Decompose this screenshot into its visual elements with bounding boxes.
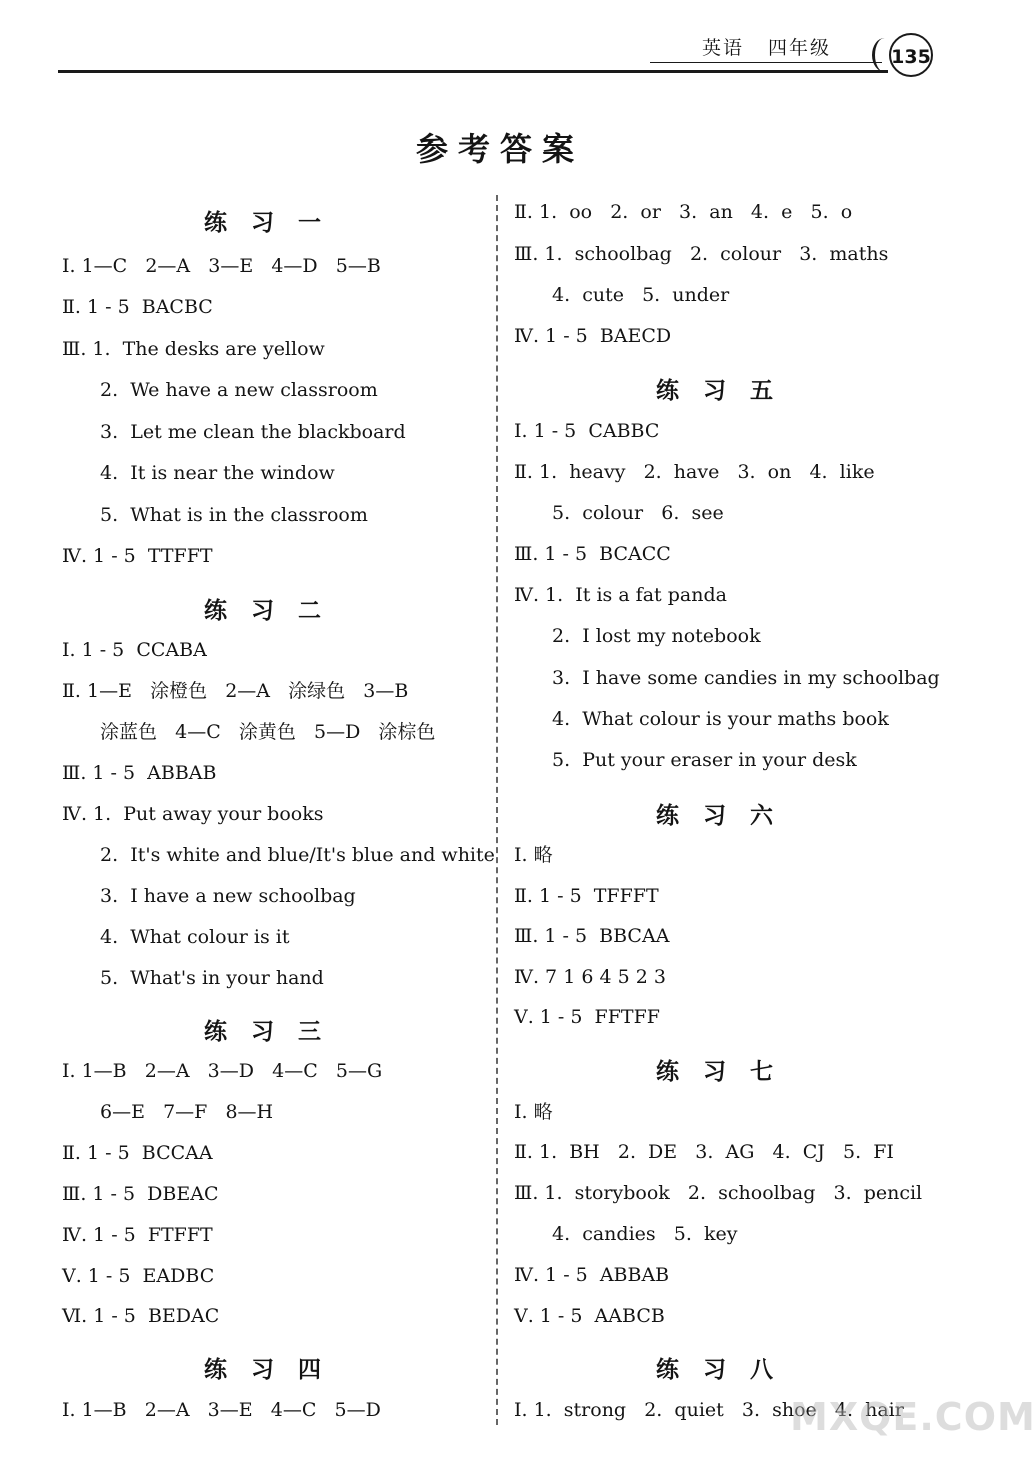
- answer-line: Ⅳ. 1 - 5 TTFFT: [62, 545, 213, 567]
- answer-line: Ⅳ. 1 - 5 ABBAB: [514, 1264, 670, 1286]
- section-heading: 练习三: [204, 1018, 345, 1045]
- answer-line: Ⅳ. 1. Put away your books: [62, 803, 324, 825]
- section-heading: 练习八: [656, 1356, 797, 1383]
- section-heading: 练习一: [204, 209, 345, 236]
- answer-line: 3. I have a new schoolbag: [100, 885, 356, 907]
- answer-line: 5. What's in your hand: [100, 967, 324, 989]
- answer-line: Ⅲ. 1 - 5 DBEAC: [62, 1183, 219, 1205]
- answer-line: 3. Let me clean the blackboard: [100, 421, 406, 443]
- section-heading: 练习七: [656, 1058, 797, 1085]
- answer-line: 4. What colour is your maths book: [552, 708, 889, 730]
- answer-line: 5. What is in the classroom: [100, 504, 368, 526]
- answer-line: Ⅱ. 1—E 涂橙色 2—A 涂绿色 3—B: [62, 680, 409, 702]
- answer-line: Ⅳ. 1 - 5 FTFFT: [62, 1224, 213, 1246]
- section-heading: 练习四: [204, 1356, 345, 1383]
- header-thin-rule: [650, 62, 882, 63]
- answer-line: Ⅲ. 1. The desks are yellow: [62, 338, 325, 360]
- answer-line: 4. cute 5. under: [552, 284, 730, 306]
- section-heading: 练习六: [656, 802, 797, 829]
- answer-line: Ⅲ. 1 - 5 BCACC: [514, 543, 671, 565]
- page-header: [0, 0, 1000, 90]
- watermark: MXQE.COM: [790, 1395, 1036, 1439]
- section-heading: 练习二: [204, 597, 345, 624]
- answer-line: Ⅴ. 1 - 5 AABCB: [514, 1305, 665, 1327]
- answer-line: Ⅰ. 1. strong 2. quiet 3. shoe 4. hair: [514, 1399, 904, 1421]
- answer-line: Ⅰ. 1 - 5 CABBC: [514, 420, 660, 442]
- answer-line: Ⅰ. 1 - 5 CCABA: [62, 639, 207, 661]
- answer-line: Ⅴ. 1 - 5 EADBC: [62, 1265, 215, 1287]
- answer-line: Ⅳ. 1 - 5 BAECD: [514, 325, 672, 347]
- answer-line: Ⅲ. 1 - 5 BBCAA: [514, 925, 670, 947]
- answer-line: 4. It is near the window: [100, 462, 335, 484]
- answer-line: 4. candies 5. key: [552, 1223, 738, 1245]
- answer-line: Ⅳ. 7 1 6 4 5 2 3: [514, 966, 666, 988]
- answer-line: 2. We have a new classroom: [100, 379, 378, 401]
- answer-line: 6—E 7—F 8—H: [100, 1101, 274, 1123]
- answer-line: Ⅲ. 1 - 5 ABBAB: [62, 762, 217, 784]
- answer-line: Ⅱ. 1 - 5 BACBC: [62, 296, 213, 318]
- section-heading: 练习五: [656, 377, 797, 404]
- answer-line: 2. I lost my notebook: [552, 625, 761, 647]
- column-divider: [496, 195, 498, 1425]
- answer-line: Ⅰ. 略: [514, 844, 553, 866]
- answer-line: 5. colour 6. see: [552, 502, 724, 524]
- answer-line: 4. What colour is it: [100, 926, 290, 948]
- header-grade: 四年级: [768, 37, 832, 59]
- answer-line: Ⅵ. 1 - 5 BEDAC: [62, 1305, 220, 1327]
- answer-line: 2. It's white and blue/It's blue and white: [100, 844, 495, 866]
- answer-line: Ⅰ. 略: [514, 1101, 553, 1123]
- header-subject: 英语: [702, 37, 745, 59]
- answer-line: Ⅰ. 1—B 2—A 3—D 4—C 5—G: [62, 1060, 383, 1082]
- header-rule: [58, 70, 888, 73]
- answer-line: Ⅴ. 1 - 5 FFTFF: [514, 1006, 660, 1028]
- page-title: 参考答案: [415, 130, 584, 168]
- answer-line: 涂蓝色 4—C 涂黄色 5—D 涂棕色: [100, 721, 436, 743]
- answer-line: 3. I have some candies in my schoolbag: [552, 667, 940, 689]
- answer-line: 5. Put your eraser in your desk: [552, 749, 857, 771]
- answer-line: Ⅲ. 1. schoolbag 2. colour 3. maths: [514, 243, 889, 265]
- answer-line: Ⅱ. 1 - 5 TFFFT: [514, 885, 659, 907]
- answer-line: Ⅱ. 1. oo 2. or 3. an 4. e 5. o: [514, 201, 853, 223]
- answer-line: Ⅱ. 1. heavy 2. have 3. on 4. like: [514, 461, 875, 483]
- page-number: 135: [889, 33, 933, 77]
- answer-line: Ⅰ. 1—B 2—A 3—E 4—C 5—D: [62, 1399, 381, 1421]
- answer-line: Ⅰ. 1—C 2—A 3—E 4—D 5—B: [62, 255, 381, 277]
- answer-line: Ⅱ. 1 - 5 BCCAA: [62, 1142, 213, 1164]
- answer-line: Ⅲ. 1. storybook 2. schoolbag 3. pencil: [514, 1182, 923, 1204]
- answer-line: Ⅳ. 1. It is a fat panda: [514, 584, 727, 606]
- answer-line: Ⅱ. 1. BH 2. DE 3. AG 4. CJ 5. FI: [514, 1141, 894, 1163]
